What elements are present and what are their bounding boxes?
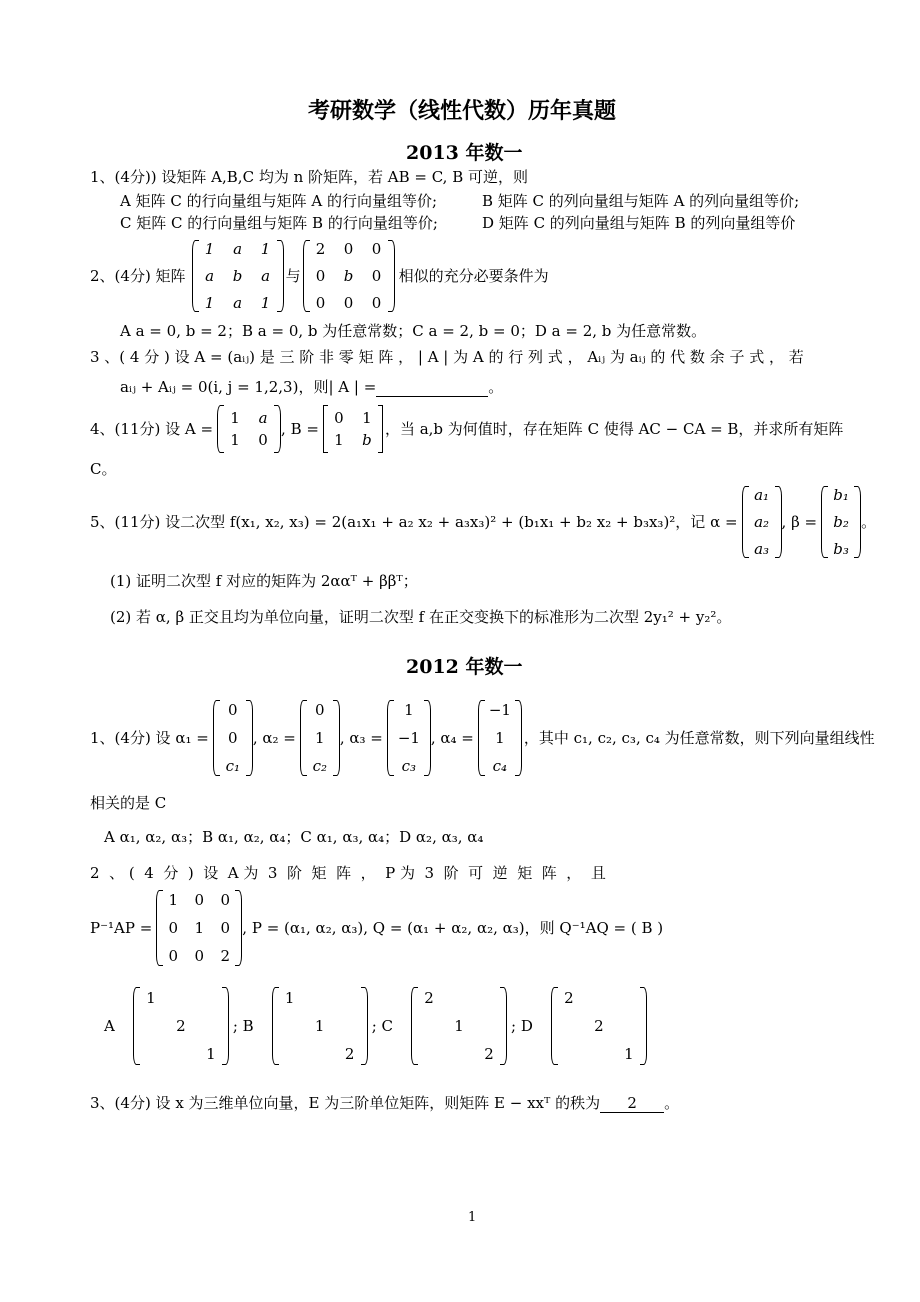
paren-left xyxy=(551,987,558,1065)
paren-right xyxy=(854,486,861,558)
matrix-cell: 2 xyxy=(344,1045,355,1063)
q2-2012-line1: 2 、 ( 4 分 ) 设 A 为 3 阶 矩 阵 ， P 为 3 阶 可 逆 矩 阵 ， 且 xyxy=(90,864,606,882)
paren-right xyxy=(235,890,242,966)
matrix-cell: 0 xyxy=(371,240,382,258)
section-heading-2013: 2013 年数一 xyxy=(406,142,523,164)
matrix-cell: 2 xyxy=(594,1017,604,1035)
page-title: 考研数学（线性代数）历年真题 xyxy=(308,98,617,124)
vector-cell: b₃ xyxy=(833,540,849,558)
q1-2012-options: A α₁, α₂, α₃；B α₁, α₂, α₄；C α₁, α₃, α₄；D α₂, α₃, α₄ xyxy=(104,828,484,846)
q4-2013-prefix: 4、(11分) 设 A = xyxy=(90,420,214,438)
option-c-label: ; C xyxy=(371,1017,394,1035)
paren-left xyxy=(303,240,310,312)
q5-2013-beta-vector xyxy=(821,486,861,558)
matrix-cell: 0 xyxy=(315,294,326,312)
paren-right xyxy=(222,987,229,1065)
q2-2013-matrix-2 xyxy=(303,240,395,312)
vector-cell: 0 xyxy=(228,701,238,719)
q1-2013-option-a: A 矩阵 C 的行向量组与矩阵 A 的行向量组等价; xyxy=(120,192,438,210)
vector-cell: c₄ xyxy=(492,757,508,775)
paren-left xyxy=(217,405,224,453)
option-d-label: ; D xyxy=(511,1017,533,1035)
matrix-cell: 1 xyxy=(230,431,240,449)
q1-2012-alpha1 xyxy=(213,700,253,776)
q2-2013-line xyxy=(90,238,549,314)
q1-2013-option-b: B 矩阵 C 的列向量组与矩阵 A 的列向量组等价; xyxy=(482,192,800,210)
paren-right xyxy=(388,240,395,312)
q2-2012-line2 xyxy=(90,888,663,968)
q4-2013-suffix: ，当 a,b 为何值时，存在矩阵 C 使得 AC − CA = B，并求所有矩阵 xyxy=(384,420,844,438)
option-a-matrix xyxy=(133,987,229,1065)
vector-cell: c₃ xyxy=(401,757,417,775)
option-c-matrix xyxy=(411,987,507,1065)
matrix-cell: 2 xyxy=(424,989,434,1007)
q2-2013-mid: 与 xyxy=(285,267,301,285)
matrix-cell: 1 xyxy=(204,294,215,312)
q5-2013-alpha-vector xyxy=(742,486,782,558)
q2-2013-prefix: 2、(4分) 矩阵 xyxy=(90,267,186,285)
vector-cell: 1 xyxy=(495,729,505,747)
matrix-cell: 1 xyxy=(168,891,179,909)
paren-left xyxy=(411,987,418,1065)
matrix-cell: b xyxy=(362,431,372,449)
matrix-cell: a xyxy=(261,267,271,285)
matrix-cell: 1 xyxy=(334,431,344,449)
paren-left xyxy=(156,890,163,966)
q3-2012-text: 3、(4分) 设 x 为三维单位向量，E 为三阶单位矩阵，则矩阵 E − xxᵀ 的秩为 xyxy=(90,1094,601,1112)
bracket-right xyxy=(378,405,383,453)
paren-right xyxy=(500,987,507,1065)
vector-cell: −1 xyxy=(488,701,511,719)
matrix-cell: 1 xyxy=(260,294,271,312)
q2-2013-options: A a = 0, b = 2；B a = 0, b 为任意常数；C a = 2, b = 0；D a = 2, b 为任意常数。 xyxy=(120,322,707,340)
matrix-cell: 1 xyxy=(284,989,295,1007)
vector-cell: c₂ xyxy=(312,757,328,775)
matrix-cell: 1 xyxy=(624,1045,634,1063)
paren-left xyxy=(300,700,307,776)
matrix-cell: 2 xyxy=(220,947,231,965)
q1-2012-line xyxy=(90,698,875,778)
paren-left xyxy=(192,240,199,312)
matrix-cell: 0 xyxy=(220,919,231,937)
q5-2013-stem: 5、(11分) 设二次型 f(x₁, x₂, x₃) = 2(a₁x₁ + a₂ x₂ + a₃x₃)² + (b₁x₁ + b₂ x₂ + b₃x₃)²，记 α = xyxy=(90,513,738,531)
matrix-cell: 0 xyxy=(371,294,382,312)
matrix-cell: 0 xyxy=(194,891,205,909)
paren-right xyxy=(515,700,522,776)
q4-2013-line xyxy=(90,404,843,454)
matrix-cell: 1 xyxy=(362,409,372,427)
q1-2012-cont: 相关的是 C xyxy=(90,794,167,812)
q1-2012-suffix: ，其中 c₁, c₂, c₃, c₄ 为任意常数，则下列向量组线性 xyxy=(523,729,875,747)
matrix-cell: 1 xyxy=(260,240,271,258)
matrix-cell: 1 xyxy=(454,1017,464,1035)
paren-right xyxy=(246,700,253,776)
matrix-cell: 2 xyxy=(484,1045,494,1063)
vector-cell: 0 xyxy=(315,701,325,719)
q1-2012-alpha3 xyxy=(387,700,431,776)
vector-cell: 1 xyxy=(404,701,414,719)
paren-right xyxy=(775,486,782,558)
matrix-cell: 1 xyxy=(194,919,205,937)
matrix-cell: 1 xyxy=(230,409,240,427)
paren-left xyxy=(387,700,394,776)
q3-2012-tail: 。 xyxy=(664,1094,680,1112)
paren-left xyxy=(272,987,279,1065)
matrix-cell: 0 xyxy=(371,267,382,285)
q5-2013-line xyxy=(90,484,876,560)
option-a-label: A xyxy=(104,1017,115,1035)
matrix-cell: a xyxy=(258,409,268,427)
matrix-cell: 1 xyxy=(314,1017,325,1035)
q5-2013-end: 。 xyxy=(861,513,877,531)
q4-2013-cont: C。 xyxy=(90,460,117,478)
q1-2012-label4: , α₄ = xyxy=(430,729,474,747)
matrix-cell: 1 xyxy=(206,1045,216,1063)
matrix-cell: b xyxy=(232,267,243,285)
q2-2012-matrix xyxy=(156,890,242,966)
vector-cell: b₁ xyxy=(833,486,849,504)
q5-2013-part2: (2) 若 α, β 正交且均为单位向量，证明二次型 f 在正交变换下的标准形为二次型 2y₁² + y₂²。 xyxy=(110,608,732,626)
vector-cell: a₃ xyxy=(754,540,770,558)
matrix-cell: 0 xyxy=(194,947,205,965)
paren-left xyxy=(213,700,220,776)
q3-2013-tail: 。 xyxy=(488,378,504,396)
q1-2012-label3: , α₃ = xyxy=(339,729,383,747)
vector-cell: 1 xyxy=(315,729,325,747)
q5-2013-mid: , β = xyxy=(781,513,818,531)
q3-2012-line xyxy=(90,1094,679,1113)
paren-left xyxy=(478,700,485,776)
page-number: 1 xyxy=(468,1210,477,1225)
matrix-cell: 1 xyxy=(146,989,156,1007)
q1-2013-option-c: C 矩阵 C 的行向量组与矩阵 B 的行向量组等价; xyxy=(120,214,438,232)
paren-right xyxy=(274,405,281,453)
q2-2012-options xyxy=(104,986,647,1066)
q2-2013-suffix: 相似的充分必要条件为 xyxy=(398,267,549,285)
q1-2013-option-d: D 矩阵 C 的列向量组与矩阵 B 的列向量组等价 xyxy=(482,214,796,232)
vector-cell: c₁ xyxy=(225,757,241,775)
vector-cell: a₂ xyxy=(754,513,770,531)
q3-2012-answer: 2 xyxy=(600,1094,664,1113)
matrix-cell: a xyxy=(205,267,215,285)
q2-2012-prefix: P⁻¹AP = xyxy=(90,919,153,937)
q1-2013-stem: 1、(4分)) 设矩阵 A,B,C 均为 n 阶矩阵，若 AB = C, B 可逆，则 xyxy=(90,168,529,186)
q4-2013-mid: , B = xyxy=(281,420,319,438)
matrix-cell: 0 xyxy=(168,947,179,965)
q1-2012-label2: , α₂ = xyxy=(252,729,296,747)
paren-right xyxy=(277,240,284,312)
q1-2012-alpha2 xyxy=(300,700,340,776)
q1-2012-prefix: 1、(4分) 设 α₁ = xyxy=(90,729,209,747)
option-b-matrix xyxy=(272,987,368,1065)
matrix-cell: a xyxy=(233,240,243,258)
section-heading-2012: 2012 年数一 xyxy=(406,656,523,678)
matrix-cell: 2 xyxy=(564,989,574,1007)
paren-left xyxy=(133,987,140,1065)
vector-cell: 0 xyxy=(228,729,238,747)
paren-right xyxy=(361,987,368,1065)
q2-2013-matrix-1 xyxy=(192,240,284,312)
q3-2013-line2 xyxy=(120,378,503,397)
answer-blank xyxy=(376,378,488,397)
paren-left xyxy=(742,486,749,558)
matrix-cell: b xyxy=(343,267,354,285)
matrix-cell: 2 xyxy=(176,1017,186,1035)
matrix-cell: 0 xyxy=(258,431,268,449)
q1-2012-alpha4 xyxy=(478,700,522,776)
matrix-cell: 0 xyxy=(220,891,231,909)
matrix-cell: 0 xyxy=(343,240,354,258)
vector-cell: a₁ xyxy=(754,486,770,504)
matrix-cell: 1 xyxy=(204,240,215,258)
q3-2013-line1: 3 、( 4 分 ) 设 A = (aᵢⱼ) 是 三 阶 非 零 矩 阵 ， | A | 为 A 的 行 列 式 ， Aᵢⱼ 为 aᵢⱼ 的 代 数 余 子 式 ， 若 xyxy=(90,348,804,366)
q4-2013-matrix-a xyxy=(217,405,281,453)
q2-2012-suffix: , P = (α₁, α₂, α₃), Q = (α₁ + α₂, α₂, α₃)，则 Q⁻¹AQ = ( B ) xyxy=(242,919,664,937)
q3-2013-condition: aᵢⱼ + Aᵢⱼ = 0(i, j = 1,2,3)，则| A | = xyxy=(120,378,377,396)
paren-left xyxy=(821,486,828,558)
matrix-cell: 2 xyxy=(315,240,326,258)
q5-2013-part1: (1) 证明二次型 f 对应的矩阵为 2ααᵀ + ββᵀ； xyxy=(110,572,418,590)
vector-cell: −1 xyxy=(397,729,420,747)
option-d-matrix xyxy=(551,987,647,1065)
paren-right xyxy=(640,987,647,1065)
matrix-cell: 0 xyxy=(315,267,326,285)
option-b-label: ; B xyxy=(232,1017,254,1035)
vector-cell: b₂ xyxy=(833,513,849,531)
paren-right xyxy=(333,700,340,776)
matrix-cell: 0 xyxy=(343,294,354,312)
matrix-cell: 0 xyxy=(334,409,344,427)
matrix-cell: 0 xyxy=(168,919,179,937)
matrix-cell: a xyxy=(233,294,243,312)
paren-right xyxy=(424,700,431,776)
q4-2013-matrix-b xyxy=(323,405,383,453)
